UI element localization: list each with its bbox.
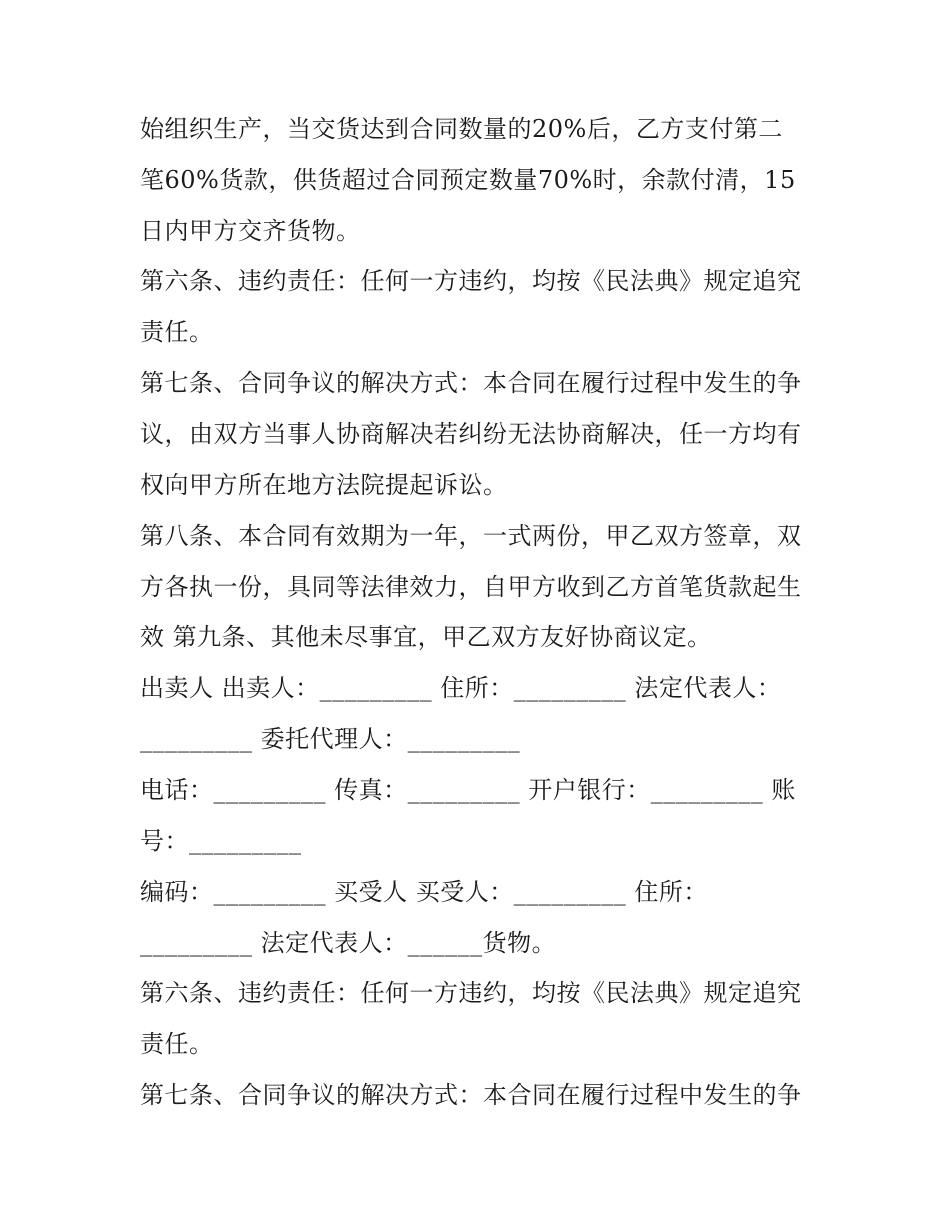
text-line: 号：_________ xyxy=(140,827,302,855)
text-line: 电话：_________ 传真：_________ 开户银行：_________ 账 xyxy=(140,776,796,804)
text-line: 出卖人 出卖人：_________ 住所：_________ 法定代表人： xyxy=(140,674,782,702)
text-line: 第六条、违约责任：任何一方违约，均按《民法典》规定追究 xyxy=(140,979,802,1007)
text-line: _________ 委托代理人：_________ xyxy=(140,725,521,753)
text-line: 效 第九条、其他未尽事宜，甲乙双方友好协商议定。 xyxy=(140,623,712,651)
text-line: 第七条、合同争议的解决方式：本合同在履行过程中发生的争 xyxy=(140,369,802,397)
text-line: 始组织生产，当交货达到合同数量的20%后，乙方支付第二 xyxy=(140,115,783,143)
text-line: 第七条、合同争议的解决方式：本合同在履行过程中发生的争 xyxy=(140,1081,802,1109)
text-line: 第六条、违约责任：任何一方违约，均按《民法典》规定追究 xyxy=(140,267,802,295)
text-line: 编码：_________ 买受人 买受人：_________ 住所： xyxy=(140,878,708,906)
text-line: 日内甲方交齐货物。 xyxy=(140,217,361,245)
text-line: 笔60%货款，供货超过合同预定数量70%时，余款付清，15 xyxy=(140,166,796,194)
text-line: 责任。 xyxy=(140,1030,214,1058)
text-line: 第八条、本合同有效期为一年，一式两份，甲乙双方签章，双 xyxy=(140,522,802,550)
text-line: _________ 法定代表人：______货物。 xyxy=(140,929,557,957)
text-line: 责任。 xyxy=(140,318,214,346)
text-line: 方各执一份，具同等法律效力，自甲方收到乙方首笔货款起生 xyxy=(140,573,802,601)
text-line: 权向甲方所在地方法院提起诉讼。 xyxy=(140,471,508,499)
text-line: 议，由双方当事人协商解决若纠纷无法协商解决，任一方均有 xyxy=(140,420,802,448)
